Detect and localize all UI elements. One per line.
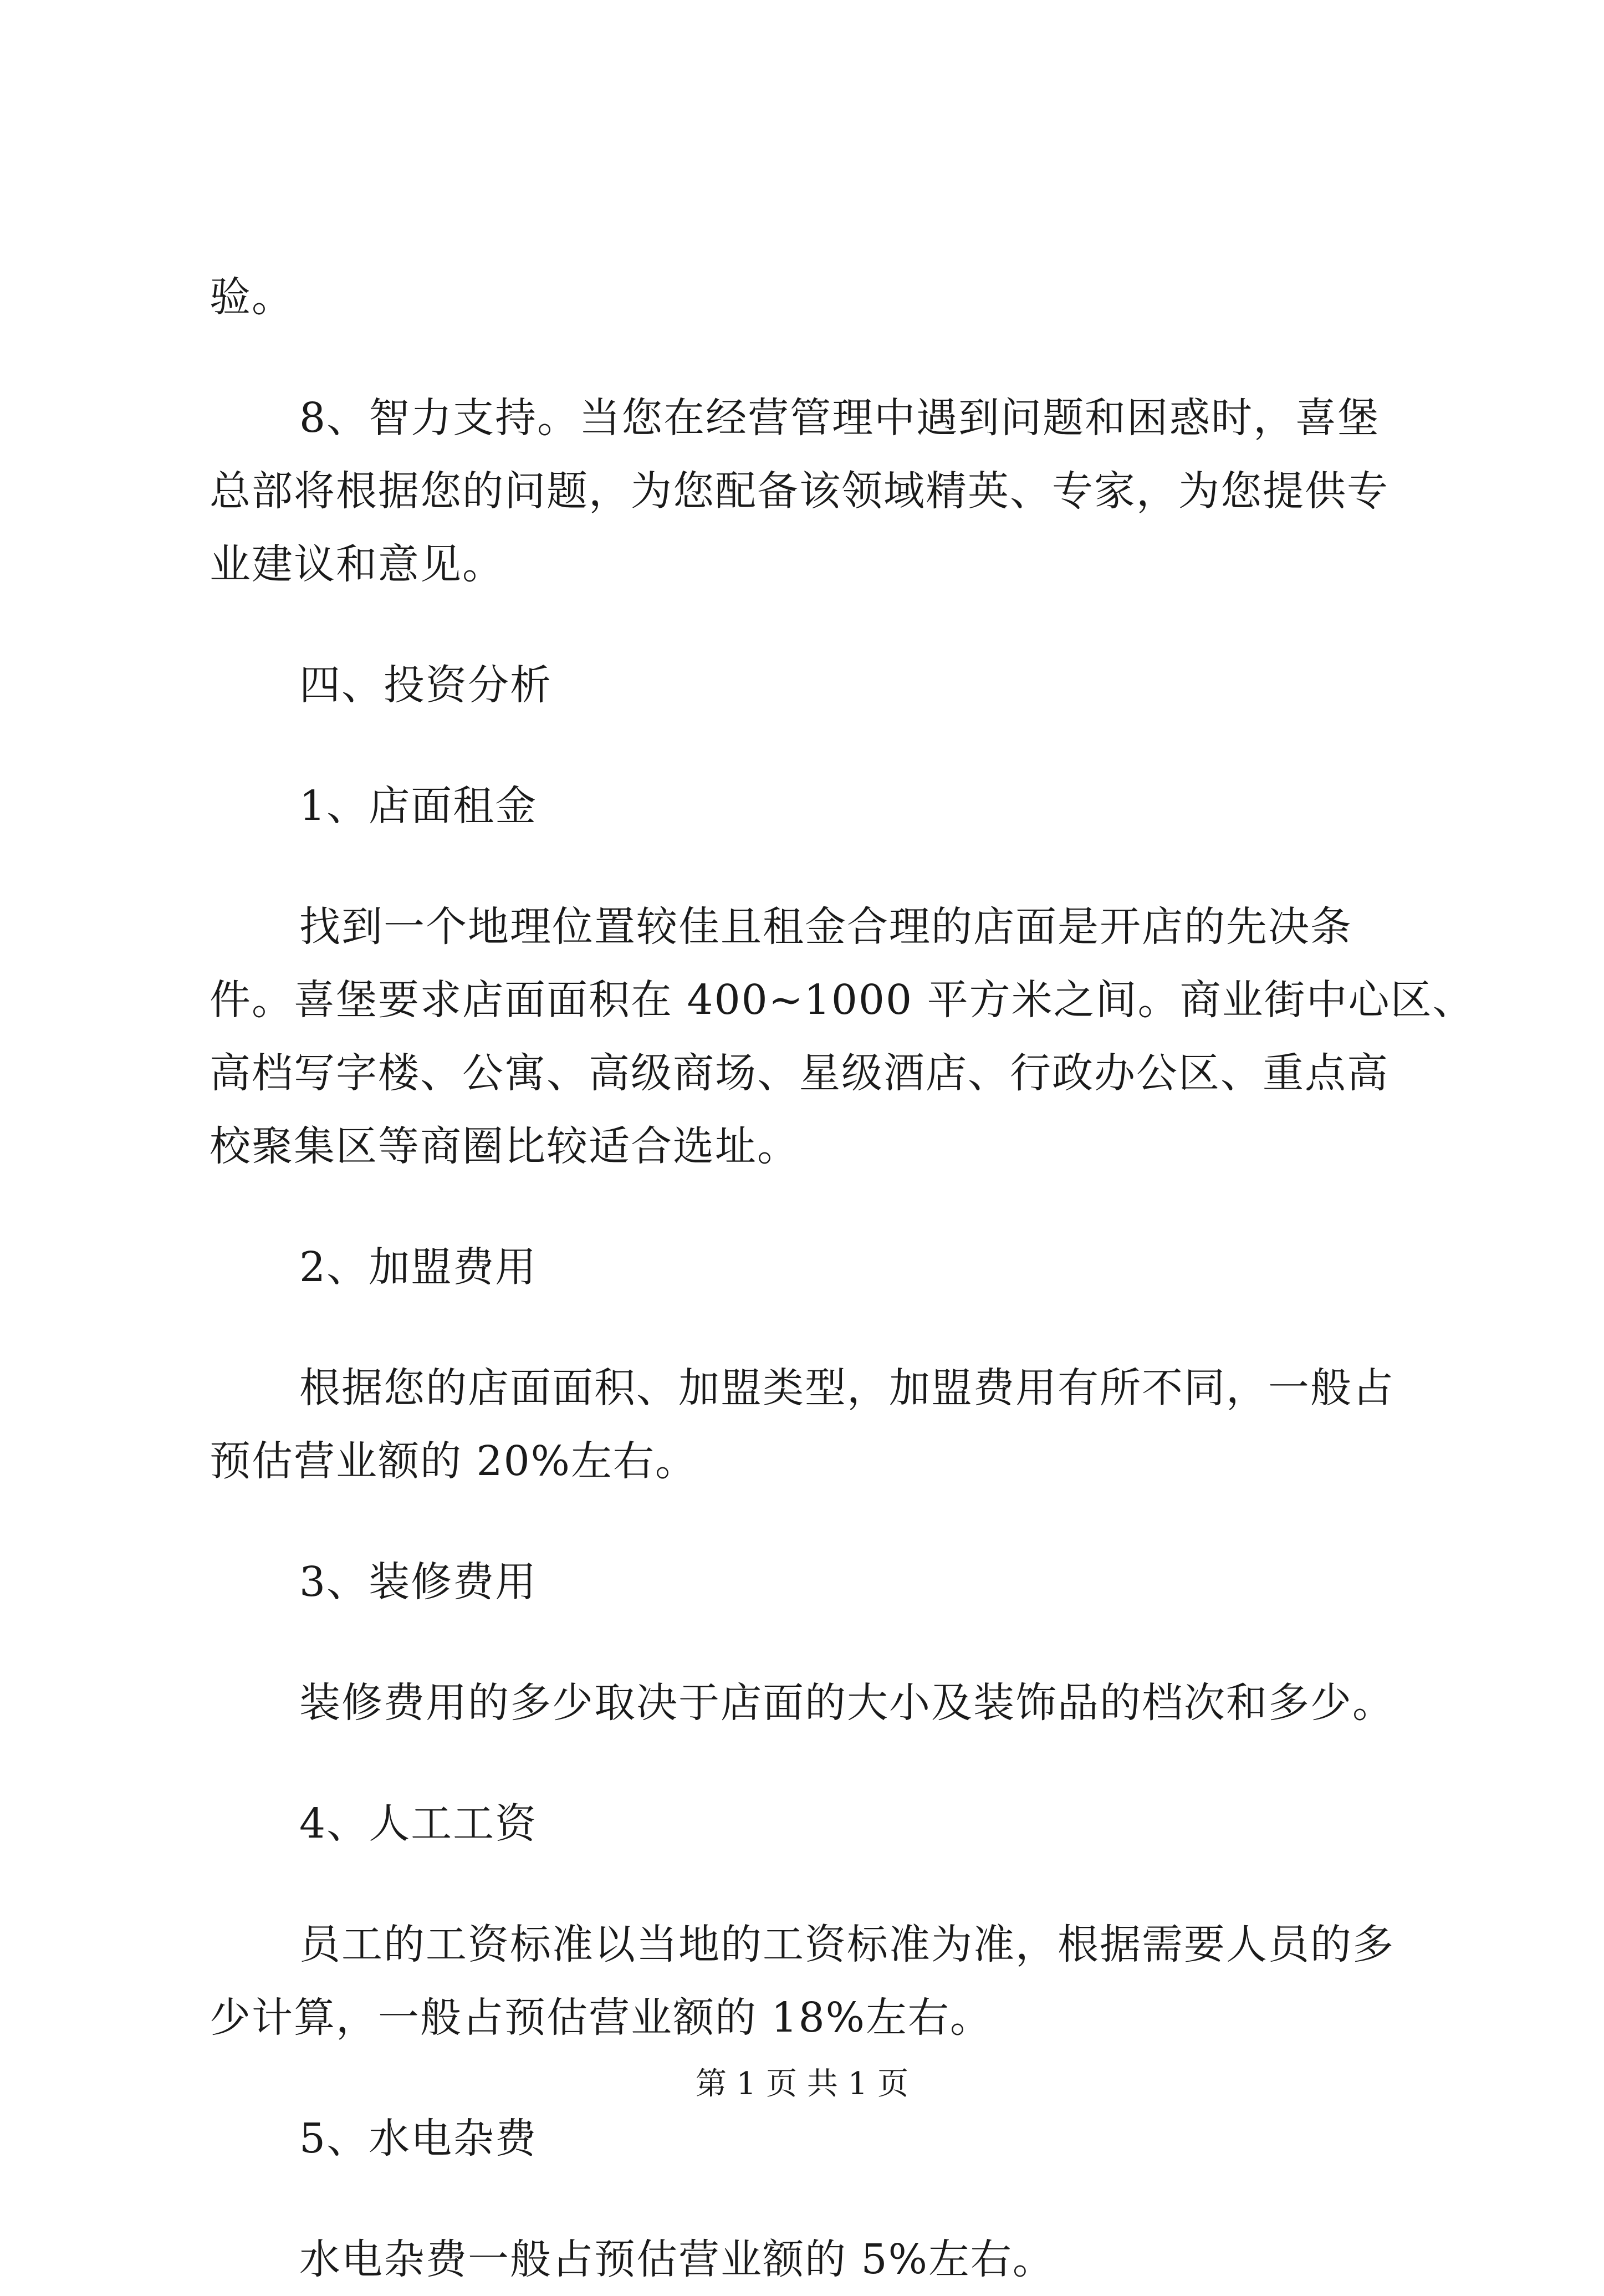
- subsection-heading: 2、加盟费用: [299, 1243, 538, 1291]
- paragraph-line: 校聚集区等商圈比较适合选址。: [210, 1123, 799, 1170]
- document-body: [210, 261, 1475, 2296]
- paragraph-line: 水电杂费一般占预估营业额的 5%左右。: [299, 2236, 1055, 2283]
- page-footer: 第 1 页 共 1 页: [695, 2066, 909, 2102]
- paragraph-line: 8、智力支持。当您在经营管理中遇到问题和困惑时，喜堡: [299, 394, 1380, 442]
- paragraph-line: 找到一个地理位置较佳且租金合理的店面是开店的先决条: [299, 903, 1352, 951]
- paragraph-line: 装修费用的多少取决于店面的大小及装饰品的档次和多少。: [299, 1679, 1394, 1727]
- paragraph-line: 件。喜堡要求店面面积在 400~1000 平方米之间。商业街中心区、: [210, 976, 1475, 1024]
- paragraph-line: 预估营业额的 20%左右。: [210, 1437, 697, 1485]
- paragraph-line: 员工的工资标准以当地的工资标准为准，根据需要人员的多: [299, 1921, 1394, 1968]
- subsection-heading: 4、人工工资: [299, 1800, 538, 1848]
- paragraph-line: 少计算，一般占预估营业额的 18%左右。: [210, 1994, 992, 2042]
- paragraph-line: 验。: [210, 273, 294, 321]
- paragraph-line: 高档写字楼、公寓、高级商场、星级酒店、行政办公区、重点高: [210, 1049, 1389, 1097]
- paragraph-line: 业建议和意见。: [210, 540, 504, 588]
- paragraph-line: 总部将根据您的问题，为您配备该领域精英、专家，为您提供专: [210, 467, 1389, 515]
- subsection-heading: 3、装修费用: [299, 1558, 538, 1606]
- subsection-heading: 1、店面租金: [299, 782, 538, 830]
- section-heading: 四、投资分析: [299, 661, 552, 709]
- paragraph-line: 根据您的店面面积、加盟类型，加盟费用有所不同，一般占: [299, 1364, 1394, 1412]
- subsection-heading: 5、水电杂费: [299, 2115, 538, 2162]
